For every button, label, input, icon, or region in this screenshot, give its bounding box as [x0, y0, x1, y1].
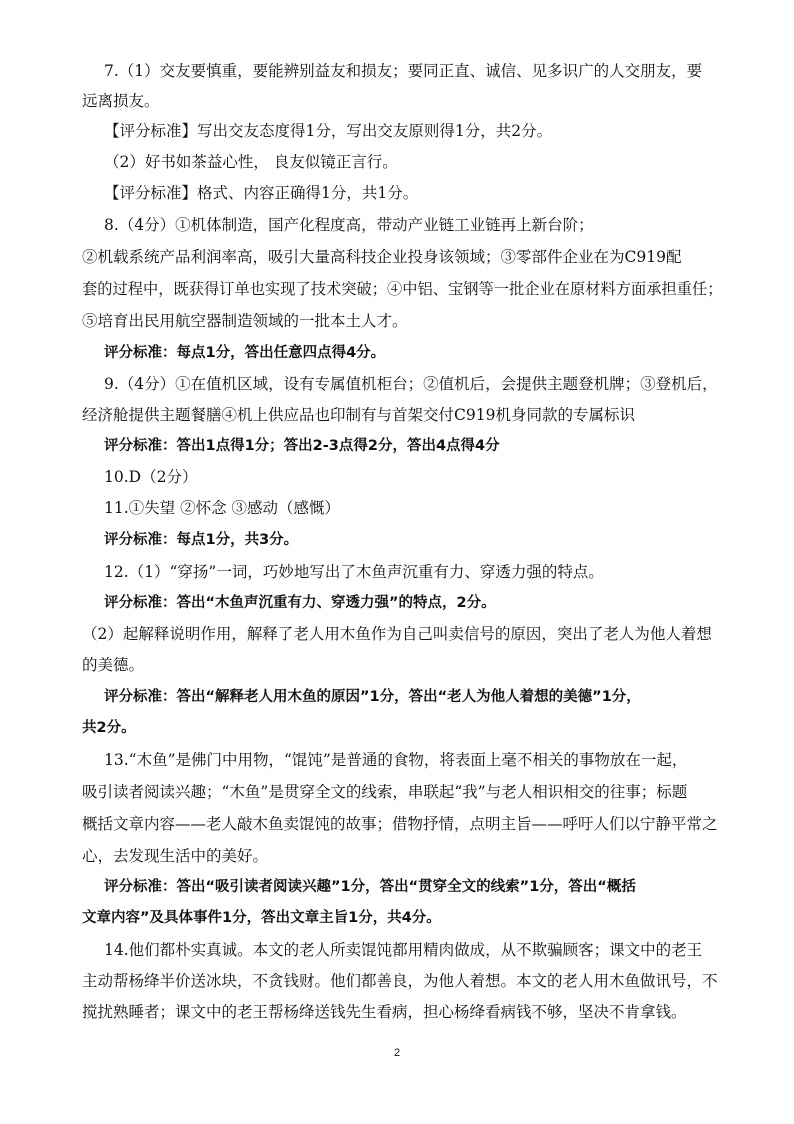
answer-line-q7-1a: 7.（1）交友要慎重，要能辨别益友和损友；要同正直、诚信、见多识广的人交朋友，要: [104, 62, 703, 80]
answer-line-q10: 10.D（2分）: [104, 468, 198, 486]
criteria-line-q11: 评分标准：每点1分，共3分。: [104, 532, 299, 548]
answer-line-q14-c: 搅扰熟睡者；课文中的老王帮杨绛送钱先生看病，担心杨绛看病钱不够，坚决不肯拿钱。: [82, 1003, 687, 1021]
answer-line-q9-a: 9.（4分）①在值机区域，设有专属值机柜台；②值机后，会提供主题登机牌；③登机后，: [104, 375, 718, 393]
answer-line-q7-2: （2）好书如茶益心性， 良友似镜正言行。: [104, 153, 398, 171]
criteria-line-q8: 评分标准：每点1分，答出任意四点得4分。: [104, 345, 386, 361]
criteria-line-q7-1: 【评分标准】写出交友态度得1分，写出交友原则得1分，共2分。: [104, 122, 553, 140]
criteria-line-q9: 评分标准：答出1点得1分；答出2-3点得2分，答出4点得4分: [104, 438, 500, 454]
answer-line-q12-2b: 的美德。: [82, 656, 145, 674]
criteria-line-q12-1: 评分标准：答出“木鱼声沉重有力、穿透力强”的特点，2分。: [104, 595, 496, 611]
answer-line-q13-d: 心，去发现生活中的美好。: [82, 847, 269, 865]
answer-line-q8-c: 套的过程中，既获得订单也实现了技术突破；④中铝、宝钢等一批企业在原材料方面承担重任；: [82, 280, 723, 298]
criteria-line-q7-2: 【评分标准】格式、内容正确得1分，共1分。: [104, 184, 419, 202]
answer-line-q14-b: 主动帮杨绛半价送冰块，不贪钱财。他们都善良，为他人着想。本文的老人用木鱼做讯号，不: [82, 972, 718, 990]
page-number: 2: [393, 1047, 401, 1059]
answer-line-q14-a: 14.他们都朴实真诚。本文的老人所卖馄饨都用精肉做成，从不欺骗顾客；课文中的老王: [104, 941, 703, 959]
criteria-line-q12-2b: 共2分。: [82, 720, 136, 736]
criteria-line-q13b: 文章内容”及具体事件1分，答出文章主旨1分，共4分。: [82, 910, 441, 926]
answer-line-q12-2a: （2）起解释说明作用，解释了老人用木鱼作为自己叫卖信号的原因，突出了老人为他人着想: [82, 625, 712, 643]
answer-line-q9-b: 经济舱提供主题餐膳④机上供应品也印制有与首架交付C919机身同款的专属标识: [82, 406, 635, 424]
answer-line-q8-b: ②机载系统产品利润率高，吸引大量高科技企业投身该领域；③零部件企业在为C919配: [82, 248, 682, 266]
answer-line-q7-1b: 远离损友。: [82, 92, 160, 110]
answer-line-q13-b: 吸引读者阅读兴趣；“木鱼”是贯穿全文的线索，串联起“我”与老人相识相交的往事；标题: [82, 783, 688, 801]
answer-line-q12-1: 12.（1）“穿扬”一词，巧妙地写出了木鱼声沉重有力、穿透力强的特点。: [104, 563, 604, 581]
criteria-line-q13a: 评分标准：答出“吸引读者阅读兴趣”1分，答出“贯穿全文的线索”1分，答出“概括: [104, 879, 636, 895]
criteria-line-q12-2a: 评分标准：答出“解释老人用木鱼的原因”1分，答出“老人为他人着想的美德”1分，: [104, 689, 641, 705]
answer-line-q13-c: 概括文章内容——老人敲木鱼卖馄饨的故事；借物抒情，点明主旨——呼吁人们以宁静平常之: [82, 815, 718, 833]
answer-line-q11: 11.①失望 ②怀念 ③感动（感慨）: [104, 499, 341, 517]
answer-line-q13-a: 13.“木鱼”是佛门中用物，“馄饨”是普通的食物，将表面上毫不相关的事物放在一起，: [104, 751, 688, 769]
answer-line-q8-d: ⑤培育出民用航空器制造领域的一批本土人才。: [82, 312, 408, 330]
answer-line-q8-a: 8.（4分）①机体制造，国产化程度高，带动产业链工业链再上新台阶；: [104, 216, 594, 234]
